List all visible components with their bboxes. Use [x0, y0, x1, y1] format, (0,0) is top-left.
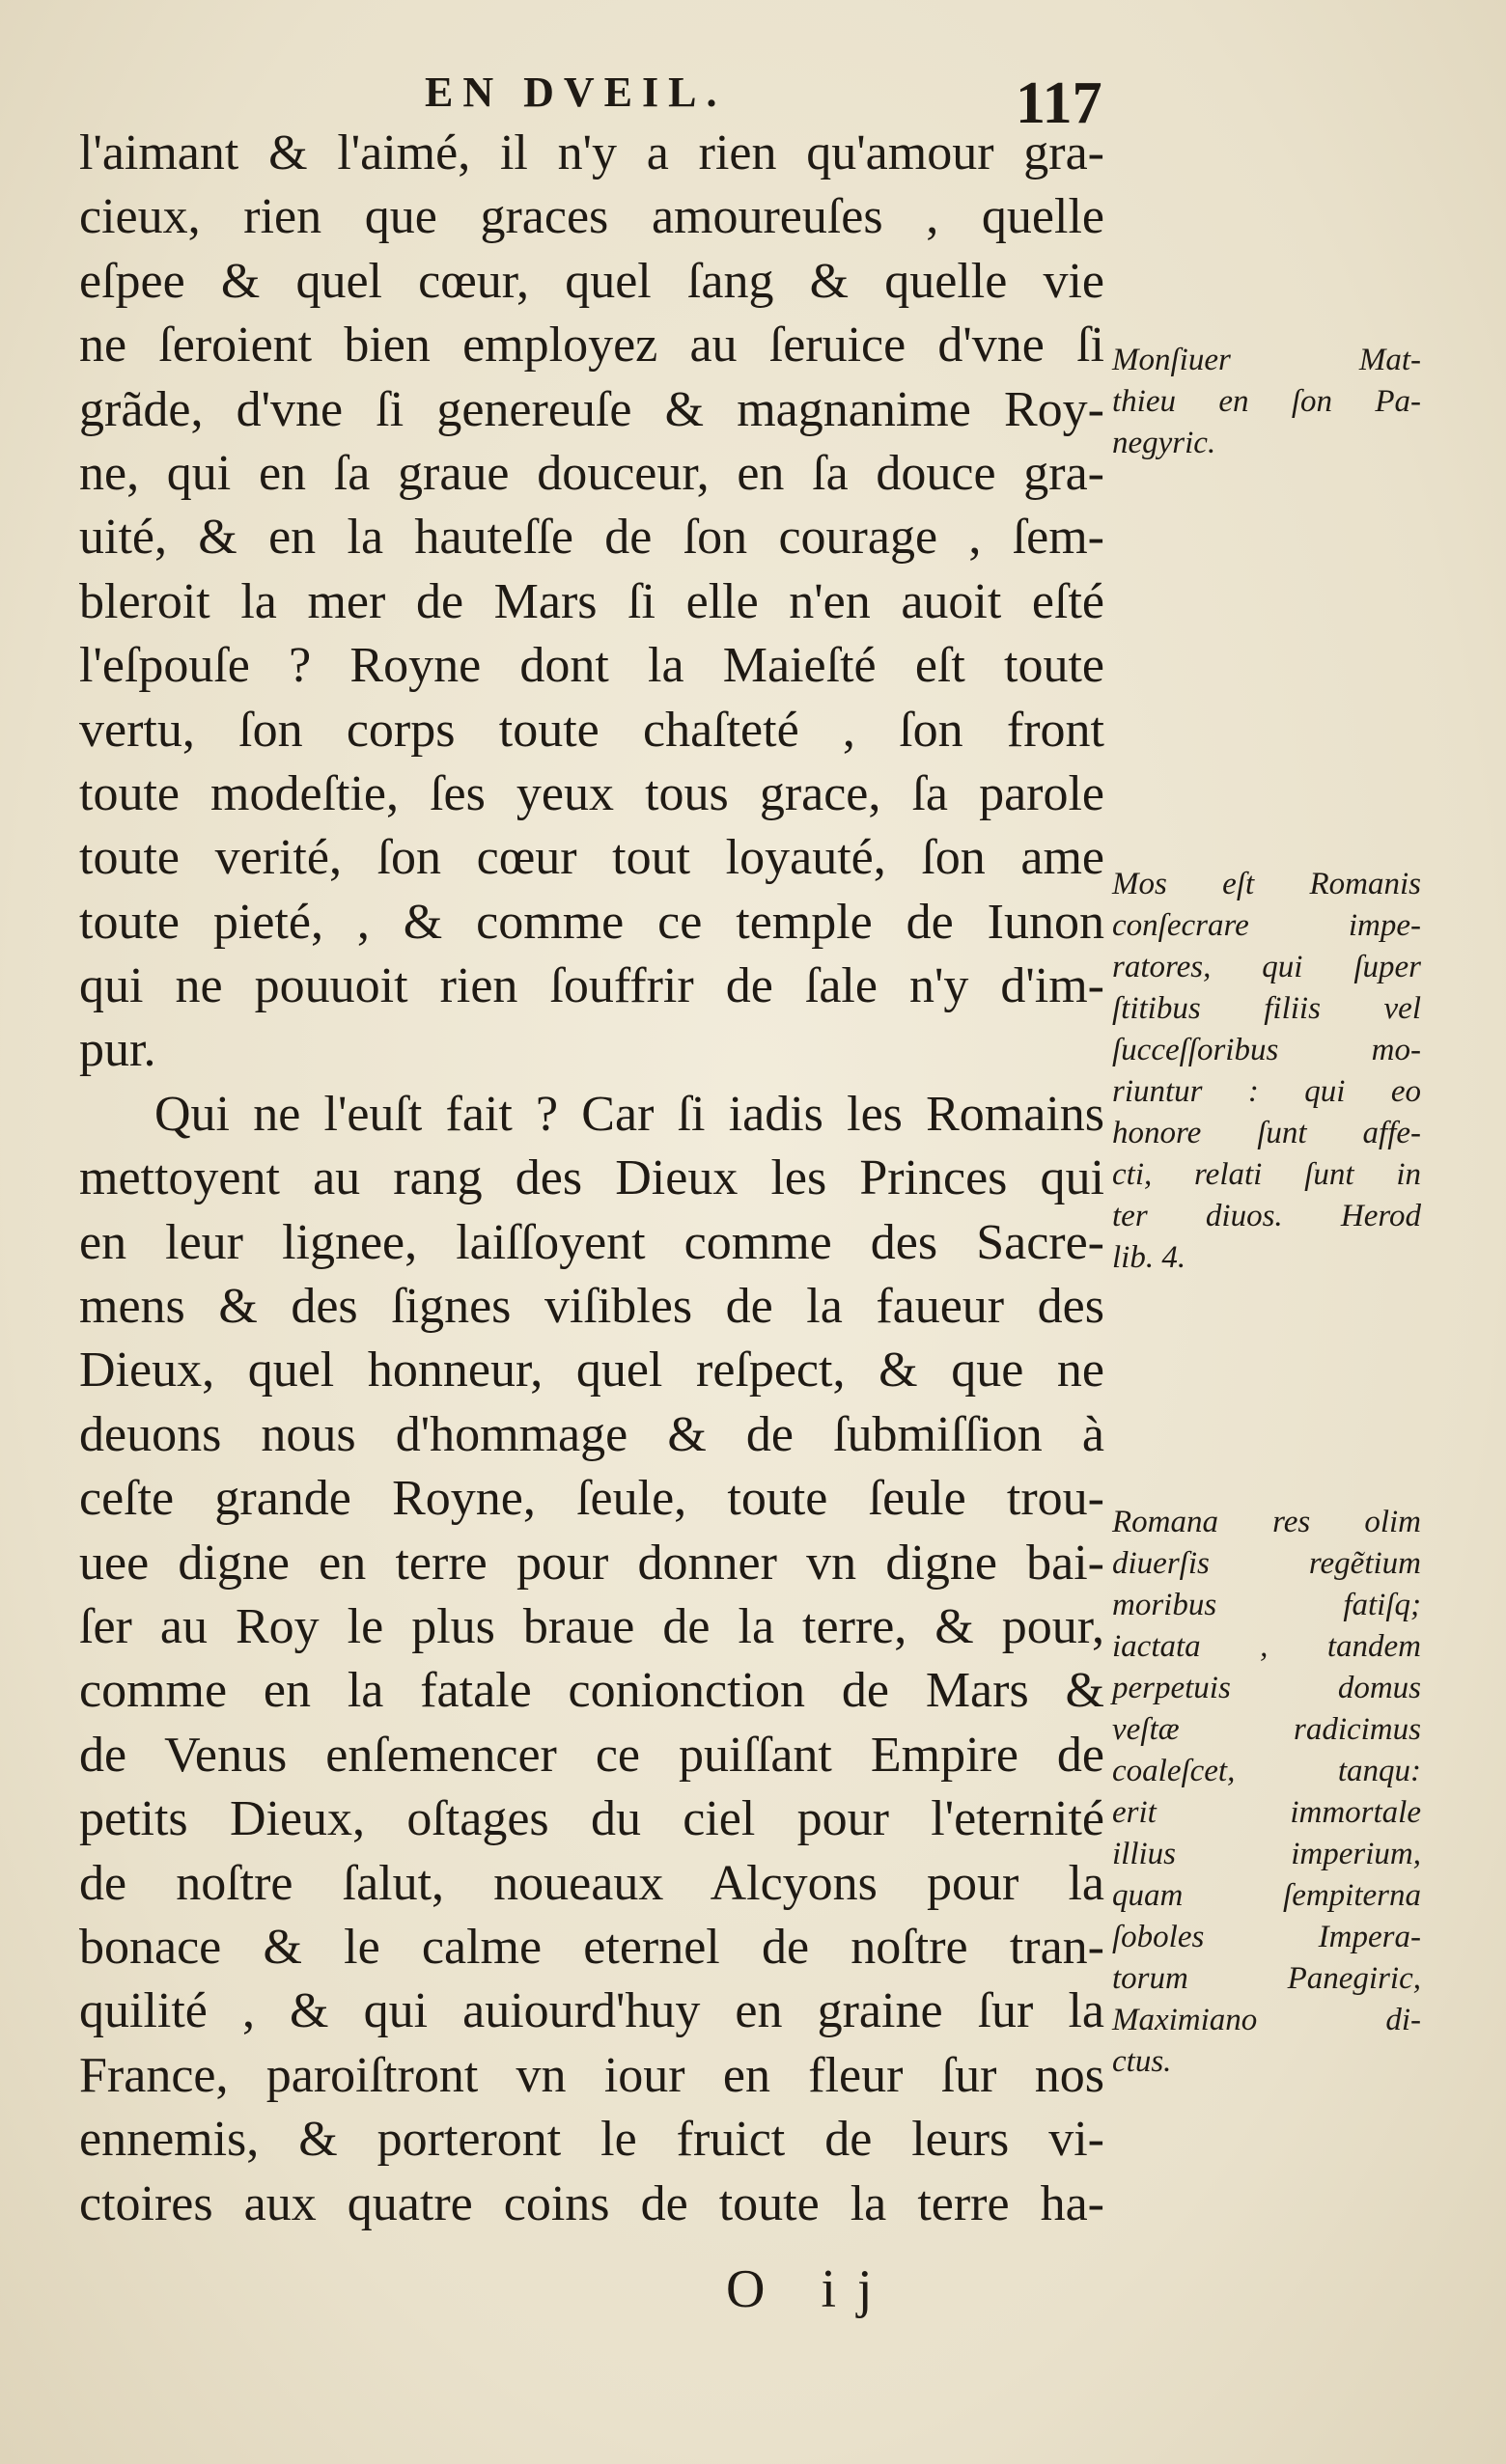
margin-note-line: ſoboles Impera- [1112, 1920, 1421, 1954]
margin-note-line: honore ſunt affe- [1112, 1116, 1421, 1150]
margin-note-line: Monſiuer Mat- [1112, 343, 1421, 377]
margin-note-line: ratores, qui ſuper [1112, 950, 1421, 984]
margin-note-line: cti, relati ſunt in [1112, 1157, 1421, 1192]
text-line: Dieux, quel honneur, quel reſpect, & que ne [79, 1343, 1104, 1398]
margin-note-line: ctus. [1112, 2044, 1172, 2079]
text-line: uité, & en la hauteſſe de ſon courage , ſem- [79, 510, 1104, 566]
margin-note-line: Maximiano di- [1112, 2003, 1421, 2037]
margin-note-line: illius imperium, [1112, 1837, 1421, 1871]
margin-note-line: quam ſempiterna [1112, 1878, 1421, 1913]
margin-note-line: veſtæ radicimus [1112, 1712, 1421, 1747]
margin-note-line: coaleſcet, tanqu: [1112, 1754, 1421, 1788]
text-line: ne ſeroient bien employez au ſeruice d'vne ſi [79, 318, 1104, 374]
margin-note-line: negyric. [1112, 426, 1216, 460]
text-line: quilité , & qui auiourd'huy en graine ſur la [79, 1983, 1104, 2039]
text-line: deuons nous d'hommage & de ſubmiſſion à [79, 1406, 1104, 1462]
margin-note-line: riuntur : qui eo [1112, 1074, 1421, 1109]
margin-note-line: ſtitibus filiis vel [1112, 991, 1421, 1026]
margin-note-line: iactata , tandem [1112, 1629, 1421, 1664]
margin-note-line: perpetuis domus [1112, 1671, 1421, 1705]
text-line: ne, qui en ſa graue douceur, en ſa douce gra- [79, 445, 1104, 501]
text-line: de Venus enſemencer ce puiſſant Empire de [79, 1727, 1104, 1783]
margin-note-line: Mos eſt Romanis [1112, 867, 1421, 901]
margin-note-line: thieu en ſon Pa- [1112, 384, 1421, 419]
text-line: l'aimant & l'aimé, il n'y a rien qu'amour gra- [79, 125, 1104, 180]
signature-mark: O ij [726, 2259, 894, 2319]
text-line: mettoyent au rang des Dieux les Princes qui [79, 1150, 1104, 1206]
margin-note [1112, 340, 1421, 464]
text-line: en leur lignee, laiſſoyent comme des Sacre- [79, 1214, 1104, 1270]
page-number: 117 [1016, 70, 1102, 136]
margin-note-line: Romana res olim [1112, 1505, 1421, 1539]
text-line: ennemis, & porteront le fruict de leurs vi- [79, 2112, 1104, 2168]
text-line: l'eſpouſe ? Royne dont la Maieſté eſt toute [79, 638, 1104, 694]
text-line: comme en la fatale conionction de Mars & [79, 1663, 1104, 1719]
text-line: bleroit la mer de Mars ſi elle n'en auoit eſté [79, 573, 1104, 629]
margin-note-line: ter diuos. Herod [1112, 1199, 1421, 1233]
text-line: toute pieté, , & comme ce temple de Iunon [79, 894, 1104, 950]
margin-note-line: diuerſis regẽtium [1112, 1546, 1421, 1581]
paragraph-start-line: Qui ne l'euſt fait ? Car ſi iadis les Romains [154, 1086, 1104, 1142]
text-line: toute verité, ſon cœur tout loyauté, ſon ame [79, 830, 1104, 886]
text-line: France, paroiſtront vn iour en fleur ſur nos [79, 2047, 1104, 2103]
margin-note-line: lib. 4. [1112, 1240, 1186, 1275]
text-line: mens & des ſignes viſibles de la faueur des [79, 1279, 1104, 1335]
text-line: eſpee & quel cœur, quel ſang & quelle vie [79, 253, 1104, 309]
margin-note [1112, 1502, 1421, 2083]
text-line: petits Dieux, oſtages du ciel pour l'eternité [79, 1791, 1104, 1847]
running-head: EN DVEIL. [425, 69, 727, 116]
body-text [79, 122, 1104, 2236]
text-line: bonace & le calme eternel de noſtre tran- [79, 1919, 1104, 1975]
margin-note [1112, 864, 1421, 1279]
text-line: pur. [79, 1022, 156, 1078]
text-line: vertu, ſon corps toute chaſteté , ſon front [79, 702, 1104, 758]
margin-note-line: erit immortale [1112, 1795, 1421, 1830]
margin-note-line: conſecrare impe- [1112, 908, 1421, 943]
text-line: ſer au Roy le plus braue de la terre, & pour, [79, 1598, 1104, 1654]
text-line: toute modeſtie, ſes yeux tous grace, ſa parole [79, 765, 1104, 821]
margin-note-line: moribus fatiſq; [1112, 1588, 1421, 1622]
text-line: qui ne pouuoit rien ſouffrir de ſale n'y d'im- [79, 958, 1104, 1014]
margin-note-line: ſucceſſoribus mo- [1112, 1033, 1421, 1067]
text-line: ceſte grande Royne, ſeule, toute ſeule trou- [79, 1471, 1104, 1527]
text-line: ctoires aux quatre coins de toute la terre ha- [79, 2175, 1104, 2231]
text-line: de noſtre ſalut, noueaux Alcyons pour la [79, 1855, 1104, 1911]
margin-note-line: torum Panegiric, [1112, 1961, 1421, 1996]
text-line: grãde, d'vne ſi genereuſe & magnanime Roy- [79, 381, 1104, 437]
text-line: cieux, rien que graces amoureuſes , quelle [79, 189, 1104, 245]
text-line: uee digne en terre pour donner vn digne bai- [79, 1535, 1104, 1591]
